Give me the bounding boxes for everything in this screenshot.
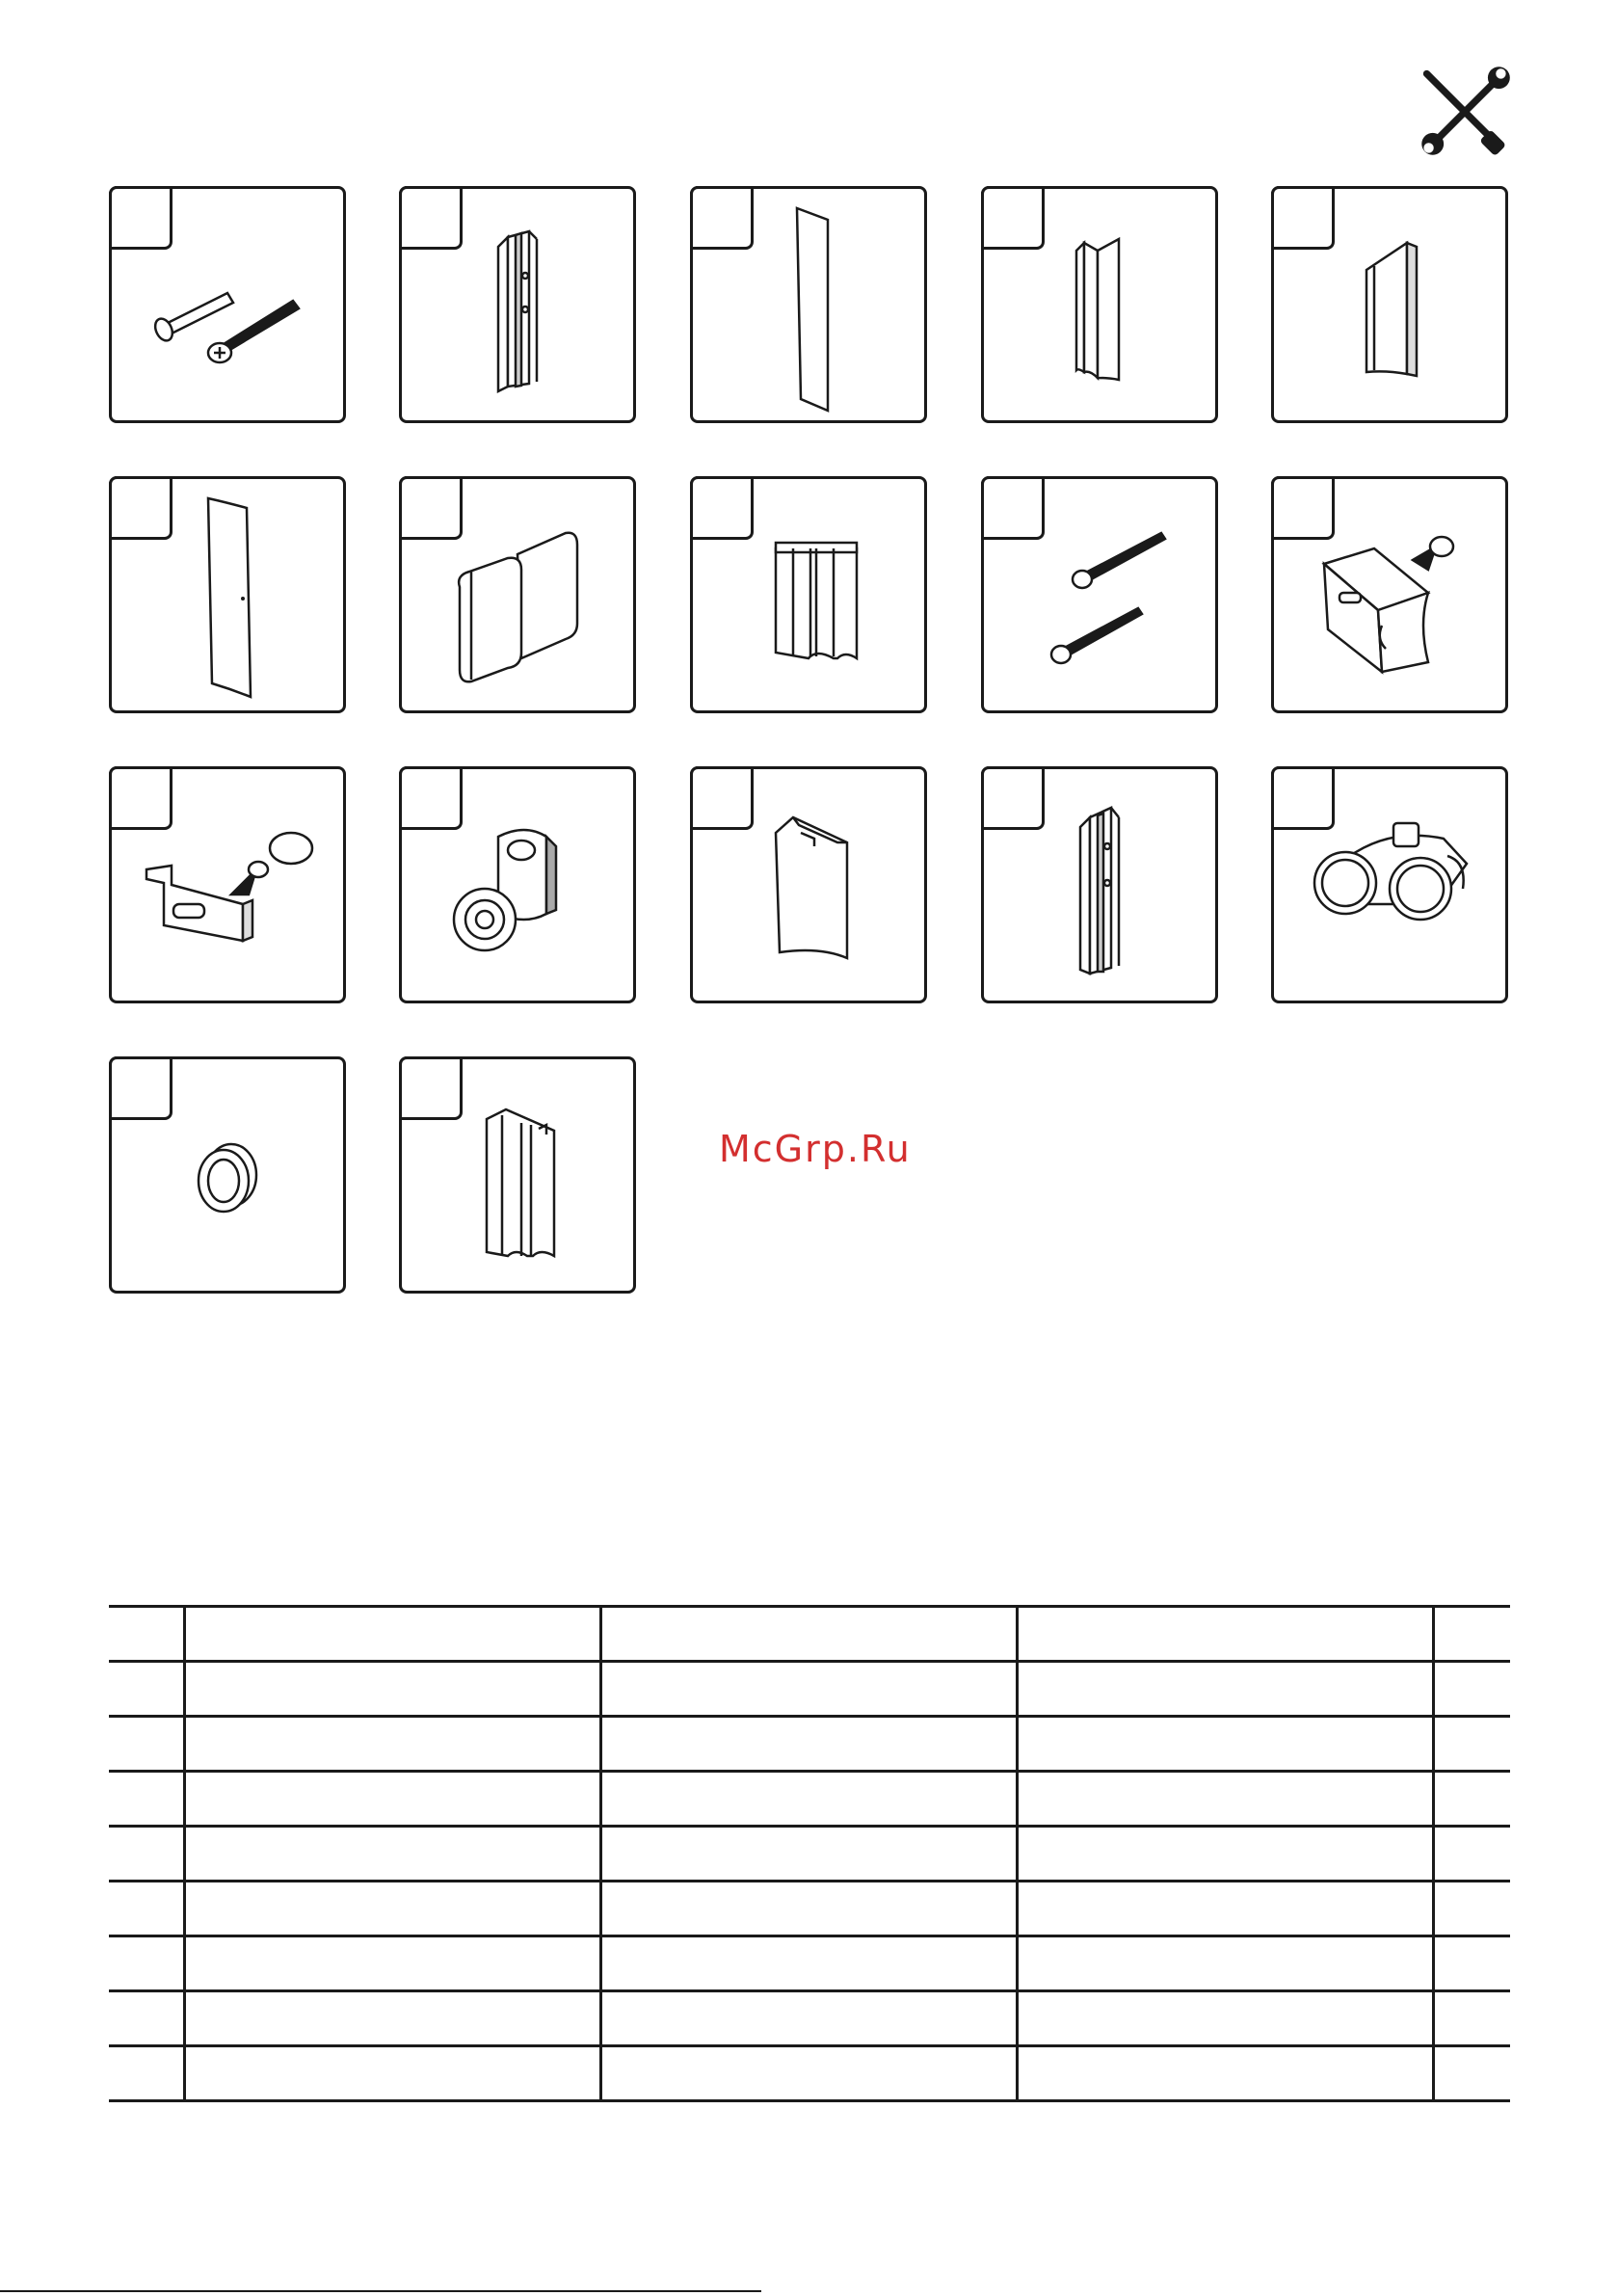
table-row <box>109 1717 1510 1772</box>
table-cell <box>1433 1662 1510 1717</box>
table-cell <box>1433 1991 1510 2046</box>
anchor-and-screw-icon <box>112 189 343 420</box>
table-cell <box>1017 1936 1433 1991</box>
curved-panel-icon <box>112 479 343 710</box>
part-card-7 <box>399 476 636 713</box>
part-card-3 <box>690 186 927 423</box>
handle-profile-icon <box>693 769 924 1001</box>
table-cell <box>109 1772 184 1827</box>
long-screws-icon <box>984 479 1215 710</box>
slotted-wall-profile-icon <box>984 769 1215 1001</box>
part-card-10 <box>1271 476 1508 713</box>
table-cell <box>1017 1607 1433 1662</box>
footer-rule <box>0 2290 761 2292</box>
part-card-15 <box>1271 766 1508 1003</box>
table-cell <box>600 2046 1017 2101</box>
table-row <box>109 1607 1510 1662</box>
table-cell <box>1017 1882 1433 1936</box>
part-card-1 <box>109 186 346 423</box>
guide-bracket-with-screw-icon <box>1274 479 1505 710</box>
table-cell <box>109 1827 184 1882</box>
table-row <box>109 1772 1510 1827</box>
part-card-12 <box>399 766 636 1003</box>
table-cell <box>109 1936 184 1991</box>
table-row <box>109 1882 1510 1936</box>
tools-icon <box>1415 62 1515 162</box>
part-card-2 <box>399 186 636 423</box>
table-cell <box>600 1717 1017 1772</box>
table-cell <box>109 1662 184 1717</box>
seal-profile-icon <box>402 1059 633 1291</box>
table-row <box>109 1991 1510 2046</box>
table-cell <box>109 1607 184 1662</box>
table-cell <box>184 2046 600 2101</box>
double-roller-icon <box>1274 769 1505 1001</box>
table-cell <box>1433 1772 1510 1827</box>
table-cell <box>184 1717 600 1772</box>
table-cell <box>184 1882 600 1936</box>
wall-profile-icon <box>402 189 633 420</box>
table-row <box>109 2046 1510 2101</box>
table-cell <box>1017 1717 1433 1772</box>
table-cell <box>1433 1936 1510 1991</box>
part-card-13 <box>690 766 927 1003</box>
part-card-5 <box>1271 186 1508 423</box>
table-cell <box>109 1991 184 2046</box>
part-card-9 <box>981 476 1218 713</box>
table-cell <box>600 1991 1017 2046</box>
table-cell <box>109 1717 184 1772</box>
table-cell <box>600 1827 1017 1882</box>
table-cell <box>600 1662 1017 1717</box>
side-profile-icon <box>984 189 1215 420</box>
table-cell <box>1017 2046 1433 2101</box>
part-card-14 <box>981 766 1218 1003</box>
table-cell <box>109 2046 184 2101</box>
table-cell <box>109 1882 184 1936</box>
part-card-6 <box>109 476 346 713</box>
magnetic-profile-icon <box>693 479 924 710</box>
table-cell <box>1433 1607 1510 1662</box>
channel-profile-icon <box>1274 189 1505 420</box>
part-card-17 <box>399 1056 636 1294</box>
table-row <box>109 1936 1510 1991</box>
parts-table <box>109 1605 1510 2102</box>
part-card-16 <box>109 1056 346 1294</box>
stopper-with-screw-and-cap-icon <box>112 769 343 1001</box>
table-cell <box>1433 1717 1510 1772</box>
table-cell <box>1017 1827 1433 1882</box>
table-cell <box>184 1662 600 1717</box>
table-cell <box>600 1607 1017 1662</box>
table-cell <box>184 1991 600 2046</box>
table-cell <box>1433 1827 1510 1882</box>
table-cell <box>1017 1662 1433 1717</box>
part-card-4 <box>981 186 1218 423</box>
table-cell <box>600 1936 1017 1991</box>
part-card-8 <box>690 476 927 713</box>
table-cell <box>1017 1991 1433 2046</box>
table-cell <box>184 1827 600 1882</box>
glass-panel-icon <box>693 189 924 420</box>
table-cell <box>184 1772 600 1827</box>
bushing-ring-icon <box>112 1059 343 1291</box>
part-card-11 <box>109 766 346 1003</box>
table-cell <box>184 1936 600 1991</box>
table-cell <box>600 1772 1017 1827</box>
table-cell <box>600 1882 1017 1936</box>
watermark-text: McGrp.Ru <box>719 1128 912 1170</box>
table-cell <box>1433 2046 1510 2101</box>
table-cell <box>184 1607 600 1662</box>
table-row <box>109 1827 1510 1882</box>
table-cell <box>1433 1882 1510 1936</box>
glass-hinge-icon <box>402 479 633 710</box>
single-roller-icon <box>402 769 633 1001</box>
table-row <box>109 1662 1510 1717</box>
table-cell <box>1017 1772 1433 1827</box>
